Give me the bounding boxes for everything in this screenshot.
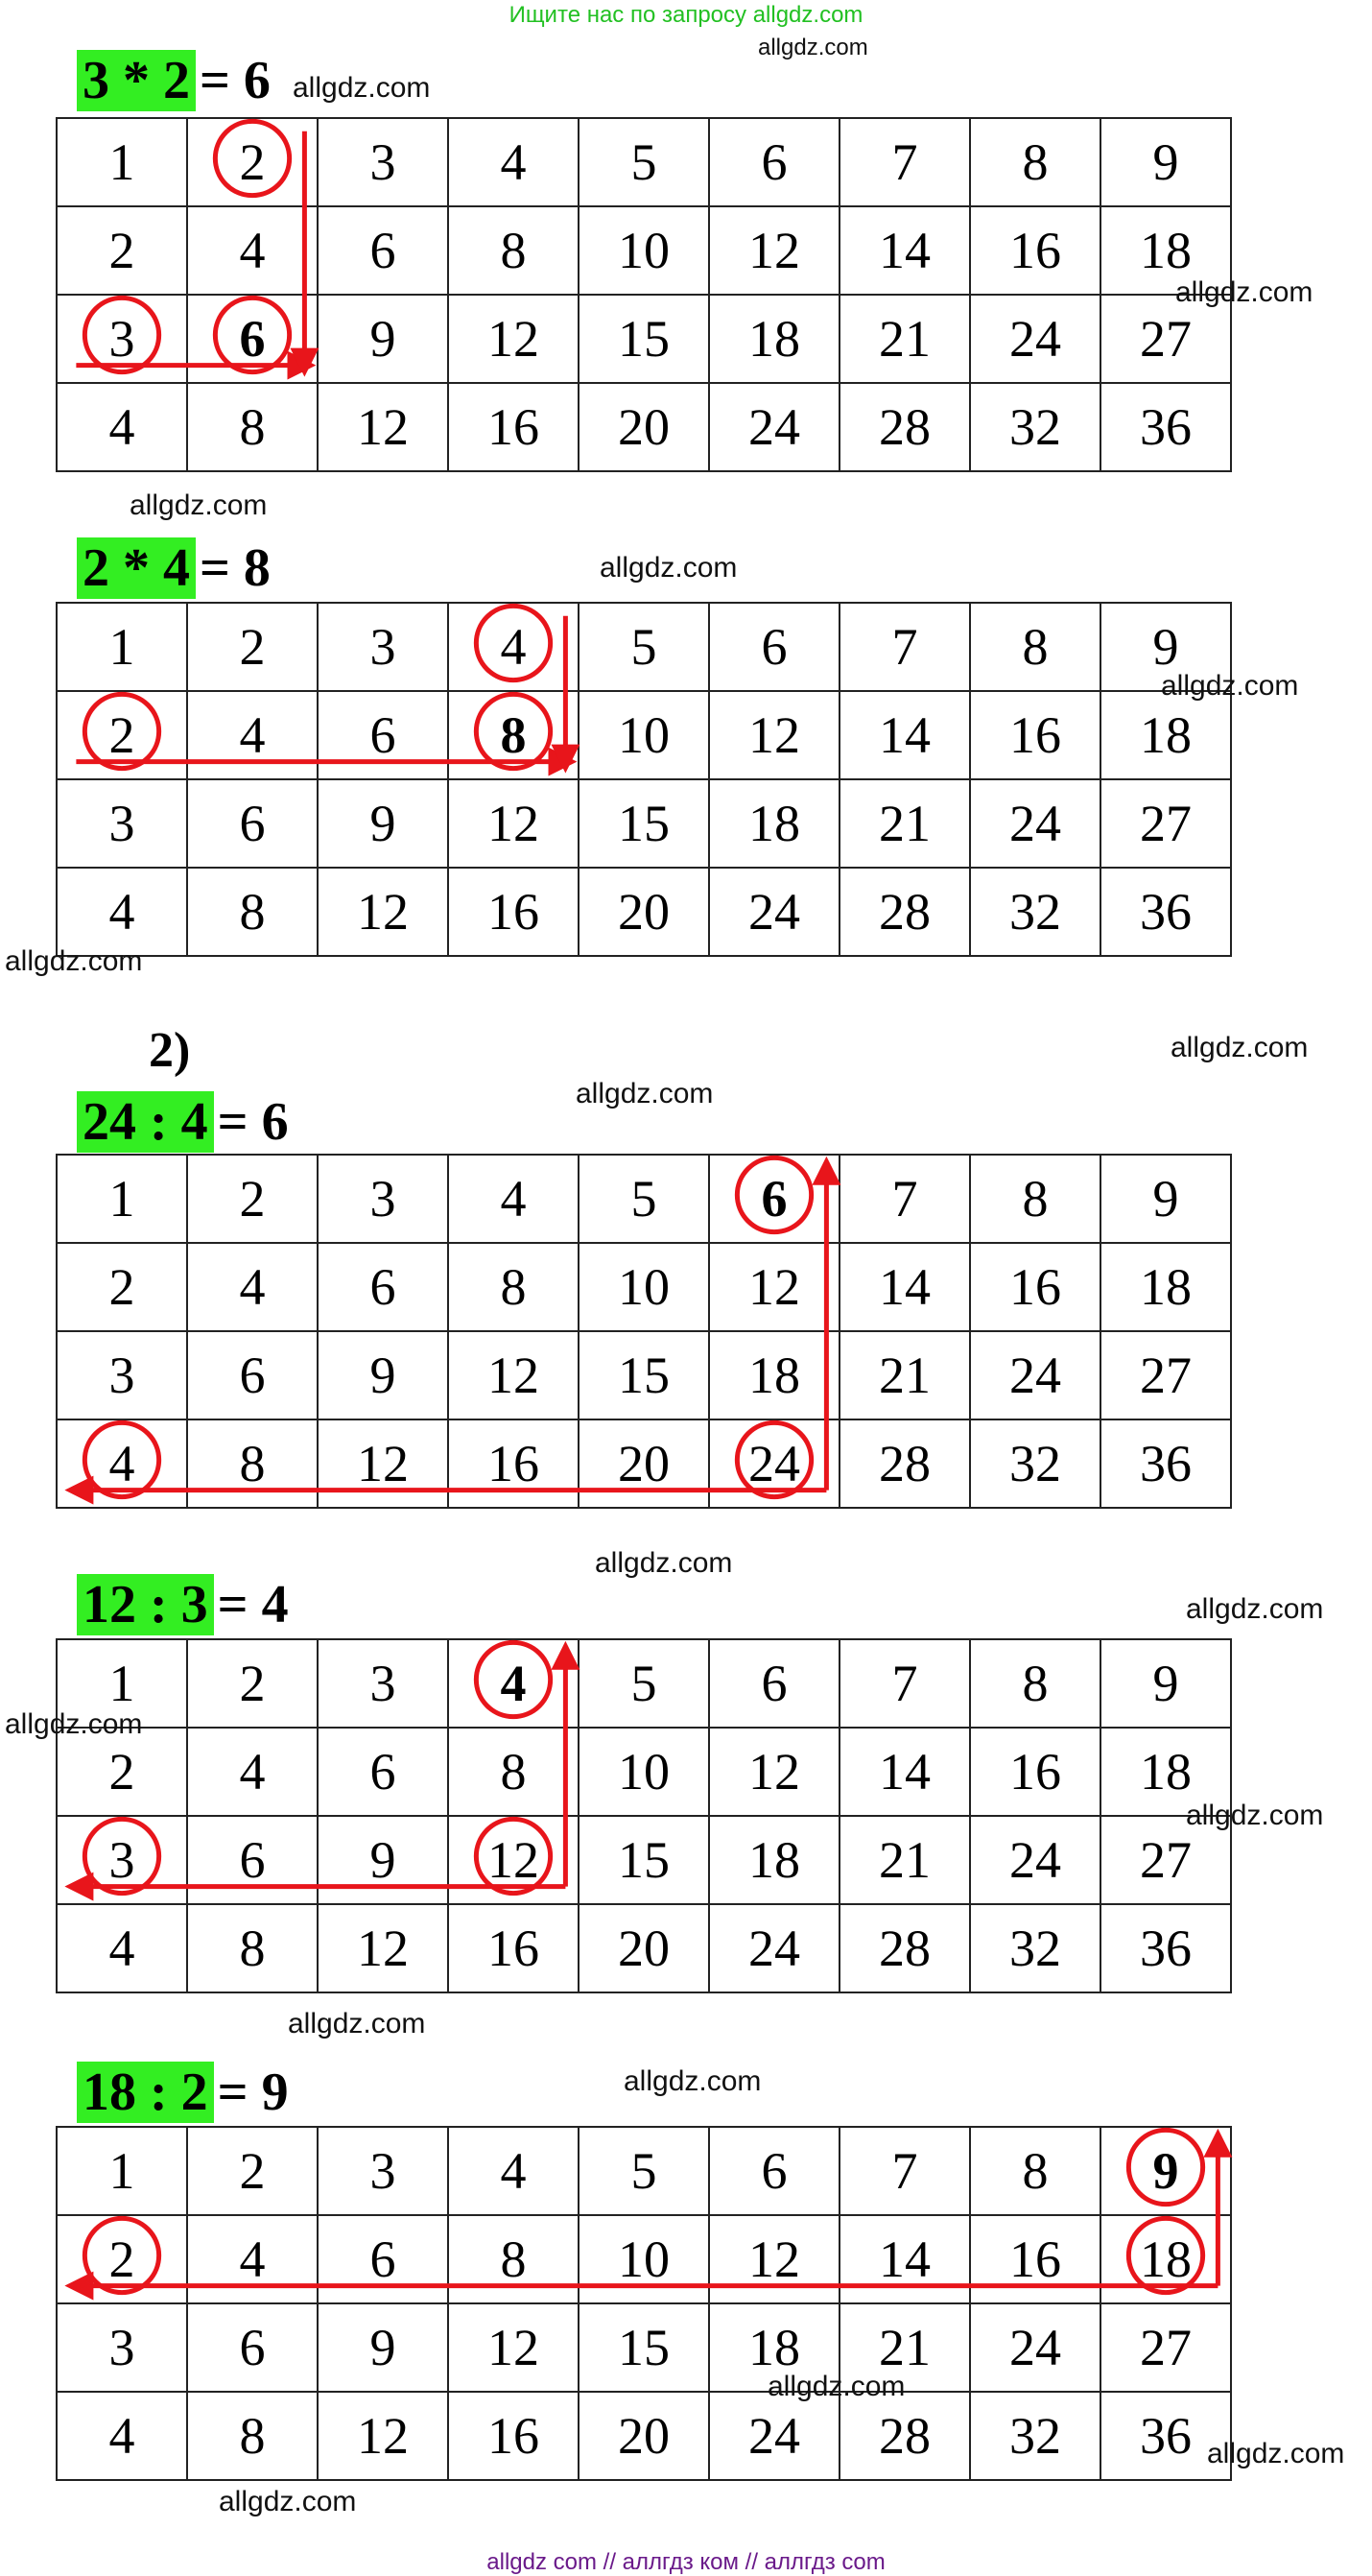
table-cell: 6: [709, 603, 840, 691]
watermark: allgdz.com: [576, 1078, 714, 1109]
table-cell: 18: [709, 779, 840, 868]
multiplication-table-4: [56, 1638, 1232, 1993]
equation-5: [77, 2062, 289, 2123]
table-cell: 16: [448, 868, 579, 956]
table-cell: 10: [579, 2215, 709, 2303]
table-cell: 24: [709, 868, 840, 956]
equation-4: [77, 1574, 289, 1635]
table-row: [57, 2215, 1231, 2303]
table-cell: 10: [579, 1243, 709, 1331]
table-cell: 3: [57, 779, 187, 868]
table-cell: 1: [57, 118, 187, 206]
watermark: allgdz.com: [288, 2008, 426, 2039]
table-cell: 7: [840, 2127, 970, 2215]
table-cell: 7: [840, 1155, 970, 1243]
multiplication-table-2: [56, 602, 1232, 957]
table-cell: 24: [970, 1331, 1100, 1419]
table-cell: 5: [579, 1639, 709, 1728]
table-cell: 3: [57, 1816, 187, 1904]
table-cell: 18: [1100, 2215, 1231, 2303]
table-cell: 9: [1100, 2127, 1231, 2215]
watermark: allgdz.com: [1186, 1800, 1324, 1831]
table-cell: 21: [840, 779, 970, 868]
table-cell: 20: [579, 868, 709, 956]
table-cell: 8: [187, 1419, 318, 1508]
table-cell: 12: [318, 1904, 448, 1992]
table-cell: 5: [579, 2127, 709, 2215]
table-cell: 12: [448, 2303, 579, 2392]
table-cell: 2: [187, 1155, 318, 1243]
table-cell: 2: [57, 206, 187, 295]
table-cell: 12: [709, 691, 840, 779]
table-cell: 24: [709, 1419, 840, 1508]
table-cell: 28: [840, 1904, 970, 1992]
table-cell: 12: [709, 1243, 840, 1331]
table-cell: 6: [709, 118, 840, 206]
table-cell: 36: [1100, 1904, 1231, 1992]
watermark: allgdz.com: [1161, 670, 1299, 702]
table-cell: 12: [448, 295, 579, 383]
table-cell: 12: [318, 2392, 448, 2480]
multiplication-table-1: [56, 117, 1232, 472]
watermark: allgdz.com: [219, 2486, 357, 2517]
table-cell: 14: [840, 1728, 970, 1816]
table-cell: 7: [840, 1639, 970, 1728]
table-cell: 6: [187, 779, 318, 868]
table-cell: 18: [709, 1331, 840, 1419]
table-cell: 9: [318, 1816, 448, 1904]
table-cell: 36: [1100, 868, 1231, 956]
equation-5-highlight: 18 : 2: [77, 2062, 214, 2123]
watermark: allgdz.com: [600, 552, 738, 584]
table-row: [57, 603, 1231, 691]
table-cell: 9: [318, 779, 448, 868]
table-cell: 14: [840, 691, 970, 779]
table-cell: 4: [448, 2127, 579, 2215]
table-cell: 16: [970, 206, 1100, 295]
table-cell: 15: [579, 1331, 709, 1419]
table-row: [57, 2127, 1231, 2215]
table-cell: 8: [448, 691, 579, 779]
equation-3: [77, 1091, 289, 1153]
table-cell: 21: [840, 295, 970, 383]
table-cell: 2: [187, 2127, 318, 2215]
search-hint[interactable]: Ищите нас по запросу allgdz.com: [509, 2, 863, 28]
table-cell: 6: [187, 2303, 318, 2392]
table-cell: 1: [57, 1639, 187, 1728]
table-cell: 2: [187, 603, 318, 691]
equation-2-highlight: 2 * 4: [77, 537, 196, 599]
watermark: allgdz.com: [1186, 1593, 1324, 1625]
watermark: allgdz.com: [758, 35, 868, 60]
table-row: [57, 2303, 1231, 2392]
equation-3-result: = 6: [217, 1092, 289, 1152]
table-cell: 4: [57, 383, 187, 471]
table-cell: 8: [970, 1155, 1100, 1243]
table-cell: 9: [1100, 118, 1231, 206]
equation-3-highlight: 24 : 4: [77, 1091, 214, 1153]
table-cell: 24: [709, 2392, 840, 2480]
table-row: [57, 1243, 1231, 1331]
table-cell: 20: [579, 383, 709, 471]
table-cell: 5: [579, 1155, 709, 1243]
table-row: [57, 206, 1231, 295]
table-row: [57, 1419, 1231, 1508]
table-cell: 7: [840, 603, 970, 691]
table-cell: 16: [970, 691, 1100, 779]
table-cell: 14: [840, 206, 970, 295]
table-row: [57, 1728, 1231, 1816]
equation-1-highlight: 3 * 2: [77, 50, 196, 111]
watermark: allgdz.com: [5, 1708, 143, 1740]
table-cell: 7: [840, 118, 970, 206]
table-cell: 9: [1100, 1155, 1231, 1243]
table-row: [57, 295, 1231, 383]
watermark: allgdz.com: [768, 2371, 906, 2402]
table-cell: 36: [1100, 383, 1231, 471]
table-cell: 20: [579, 1419, 709, 1508]
table-cell: 10: [579, 691, 709, 779]
table-cell: 6: [318, 1728, 448, 1816]
table-cell: 1: [57, 1155, 187, 1243]
table-cell: 9: [1100, 1639, 1231, 1728]
table-cell: 20: [579, 1904, 709, 1992]
table-cell: 16: [970, 2215, 1100, 2303]
table-row: [57, 383, 1231, 471]
watermark: allgdz.com: [1171, 1032, 1309, 1063]
table-cell: 6: [318, 1243, 448, 1331]
table-cell: 6: [318, 691, 448, 779]
table-cell: 3: [57, 2303, 187, 2392]
table-row: [57, 2392, 1231, 2480]
table-cell: 16: [448, 1904, 579, 1992]
table-cell: 27: [1100, 779, 1231, 868]
equation-5-result: = 9: [217, 2063, 289, 2122]
equation-2-result: = 8: [200, 538, 271, 598]
table-cell: 27: [1100, 1816, 1231, 1904]
table-cell: 4: [187, 206, 318, 295]
table-cell: 1: [57, 603, 187, 691]
table-row: [57, 1331, 1231, 1419]
table-cell: 8: [187, 1904, 318, 1992]
table-row: [57, 691, 1231, 779]
table-cell: 8: [187, 2392, 318, 2480]
table-cell: 6: [318, 2215, 448, 2303]
table-cell: 21: [840, 1816, 970, 1904]
table-cell: 27: [1100, 295, 1231, 383]
watermark: allgdz.com: [5, 945, 143, 977]
table-cell: 2: [187, 118, 318, 206]
table-cell: 36: [1100, 2392, 1231, 2480]
table-cell: 15: [579, 779, 709, 868]
table-cell: 32: [970, 2392, 1100, 2480]
table-cell: 4: [187, 2215, 318, 2303]
table-cell: 6: [187, 295, 318, 383]
table-cell: 3: [318, 1639, 448, 1728]
table-cell: 12: [709, 2215, 840, 2303]
table-row: [57, 118, 1231, 206]
table-cell: 18: [1100, 206, 1231, 295]
table-cell: 5: [579, 118, 709, 206]
footer-links[interactable]: allgdz com // аллгдз ком // аллгдз com: [486, 2549, 886, 2575]
watermark: allgdz.com: [1175, 276, 1313, 308]
table-cell: 28: [840, 868, 970, 956]
table-cell: 32: [970, 1419, 1100, 1508]
table-cell: 9: [1100, 603, 1231, 691]
table-cell: 1: [57, 2127, 187, 2215]
part-label: 2): [149, 1023, 191, 1078]
table-cell: 10: [579, 206, 709, 295]
table-cell: 12: [318, 1419, 448, 1508]
table-cell: 21: [840, 1331, 970, 1419]
table-cell: 20: [579, 2392, 709, 2480]
table-row: [57, 868, 1231, 956]
table-cell: 28: [840, 2392, 970, 2480]
table-cell: 16: [970, 1728, 1100, 1816]
equation-4-highlight: 12 : 3: [77, 1574, 214, 1635]
table-cell: 24: [970, 295, 1100, 383]
equation-1-result: = 6: [200, 51, 271, 110]
table-cell: 15: [579, 2303, 709, 2392]
table-cell: 4: [57, 1904, 187, 1992]
table-cell: 3: [57, 1331, 187, 1419]
table-row: [57, 779, 1231, 868]
table-cell: 6: [187, 1816, 318, 1904]
watermark: allgdz.com: [293, 72, 431, 104]
table-cell: 6: [318, 206, 448, 295]
table-cell: 8: [187, 868, 318, 956]
table-cell: 3: [57, 295, 187, 383]
table-cell: 4: [187, 1243, 318, 1331]
table-cell: 6: [709, 2127, 840, 2215]
table-cell: 8: [970, 603, 1100, 691]
equation-2: [77, 537, 271, 599]
table-cell: 2: [57, 2215, 187, 2303]
table-cell: 6: [709, 1155, 840, 1243]
table-cell: 9: [318, 2303, 448, 2392]
table-cell: 16: [448, 383, 579, 471]
table-cell: 8: [970, 2127, 1100, 2215]
table-cell: 14: [840, 2215, 970, 2303]
table-cell: 15: [579, 295, 709, 383]
table-cell: 32: [970, 868, 1100, 956]
table-cell: 12: [318, 383, 448, 471]
table-cell: 12: [709, 206, 840, 295]
table-cell: 8: [448, 1243, 579, 1331]
table-cell: 3: [318, 603, 448, 691]
table-cell: 3: [318, 2127, 448, 2215]
table-cell: 3: [318, 1155, 448, 1243]
table-cell: 18: [1100, 691, 1231, 779]
table-cell: 32: [970, 383, 1100, 471]
equation-4-result: = 4: [217, 1575, 289, 1634]
table-cell: 12: [448, 1331, 579, 1419]
watermark: allgdz.com: [595, 1547, 733, 1579]
table-cell: 15: [579, 1816, 709, 1904]
multiplication-table-3: [56, 1154, 1232, 1509]
table-row: [57, 1155, 1231, 1243]
table-cell: 28: [840, 1419, 970, 1508]
table-cell: 4: [448, 603, 579, 691]
table-row: [57, 1816, 1231, 1904]
table-cell: 4: [448, 1639, 579, 1728]
table-row: [57, 1904, 1231, 1992]
table-cell: 16: [448, 1419, 579, 1508]
table-cell: 18: [1100, 1243, 1231, 1331]
table-cell: 2: [57, 1728, 187, 1816]
watermark: allgdz.com: [1207, 2438, 1345, 2469]
table-cell: 9: [318, 295, 448, 383]
table-cell: 6: [709, 1639, 840, 1728]
table-cell: 24: [970, 1816, 1100, 1904]
table-cell: 2: [57, 1243, 187, 1331]
table-cell: 10: [579, 1728, 709, 1816]
table-cell: 21: [840, 2303, 970, 2392]
table-cell: 4: [57, 2392, 187, 2480]
table-cell: 16: [448, 2392, 579, 2480]
table-cell: 4: [187, 1728, 318, 1816]
table-cell: 24: [709, 1904, 840, 1992]
table-cell: 4: [187, 691, 318, 779]
table-cell: 8: [448, 2215, 579, 2303]
table-cell: 27: [1100, 2303, 1231, 2392]
watermark: allgdz.com: [130, 489, 268, 521]
table-cell: 24: [970, 779, 1100, 868]
table-cell: 32: [970, 1904, 1100, 1992]
table-cell: 4: [448, 1155, 579, 1243]
table-cell: 12: [318, 868, 448, 956]
table-cell: 24: [970, 2303, 1100, 2392]
table-cell: 8: [970, 118, 1100, 206]
table-cell: 27: [1100, 1331, 1231, 1419]
table-cell: 12: [709, 1728, 840, 1816]
watermark: allgdz.com: [624, 2065, 762, 2097]
table-cell: 6: [187, 1331, 318, 1419]
table-cell: 8: [970, 1639, 1100, 1728]
table-cell: 16: [970, 1243, 1100, 1331]
table-cell: 18: [709, 2303, 840, 2392]
table-cell: 14: [840, 1243, 970, 1331]
table-cell: 4: [57, 1419, 187, 1508]
table-cell: 4: [448, 118, 579, 206]
table-cell: 2: [187, 1639, 318, 1728]
table-cell: 2: [57, 691, 187, 779]
table-cell: 12: [448, 779, 579, 868]
table-cell: 8: [448, 206, 579, 295]
table-cell: 8: [187, 383, 318, 471]
table-cell: 12: [448, 1816, 579, 1904]
equation-1: [77, 50, 271, 111]
table-cell: 18: [709, 295, 840, 383]
table-cell: 9: [318, 1331, 448, 1419]
multiplication-table-5: [56, 2126, 1232, 2481]
table-cell: 18: [1100, 1728, 1231, 1816]
table-cell: 28: [840, 383, 970, 471]
table-cell: 8: [448, 1728, 579, 1816]
table-cell: 36: [1100, 1419, 1231, 1508]
table-cell: 18: [709, 1816, 840, 1904]
table-cell: 24: [709, 383, 840, 471]
table-row: [57, 1639, 1231, 1728]
table-cell: 3: [318, 118, 448, 206]
table-cell: 4: [57, 868, 187, 956]
table-cell: 5: [579, 603, 709, 691]
